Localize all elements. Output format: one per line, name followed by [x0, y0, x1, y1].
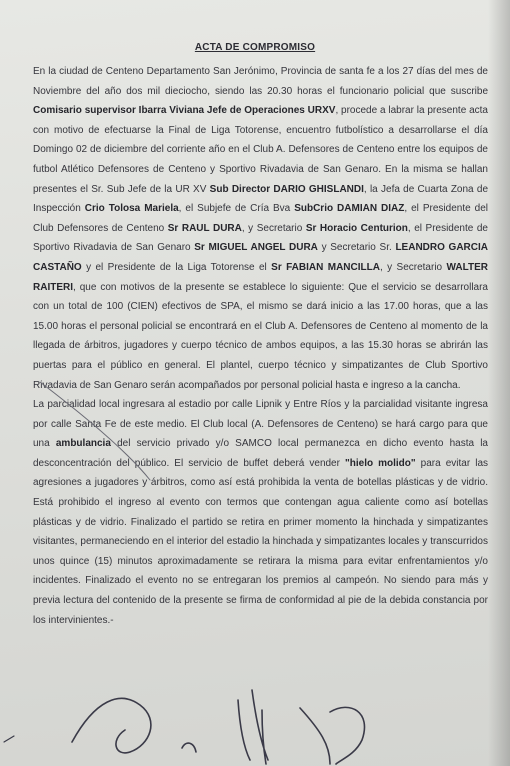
bold-run: Comisario supervisor Ibarra Viviana Jefe de Operaciones URXV [33, 105, 336, 117]
bold-run: Sr Horacio Centurion [305, 222, 408, 234]
signature-small-mark [182, 743, 196, 752]
text-run: , y Secretario [379, 261, 447, 273]
bold-run: Sub Director DARIO GHISLANDI [209, 183, 364, 195]
bold-run: Sr MIGUEL ANGEL DURA [194, 242, 318, 254]
bold-run: WALTER RAITERI [33, 261, 488, 293]
margin-tick [4, 736, 14, 742]
bold-run: Crio Tolosa Mariela [84, 203, 179, 215]
bold-run: SubCrio DAMIAN DIAZ [294, 203, 405, 215]
text-run: para evitar las agresiones a jugadores y árbitros, como así está prohibida la venta de botellas plásticas y de vidrio. Está prohibido el ingreso al evento con termos que contengan agua caliente como así botellas plásticas y de vidrio. Finalizado el partido se retira en primer momento la hinchada y simpatizantes visitantes, permaneciendo en el interior del estadio la hinchada y simpatizantes locales y transcurridos unos quince (15) minutos aproximadamente se retirara la misma para evitar enfrentamientos y/o incidentes. Finalizado el evento no se entregaran los premios al campeón. No siendo para más y previa lectura del contenido de la presente se firma de conformidad al pie de la debida constancia por los intervinientes.- [33, 457, 489, 626]
paragraph-2 [33, 395, 488, 630]
document-title: ACTA DE COMPROMISO [194, 42, 316, 53]
text-run: , el Presidente del Club Defensores de Centeno [33, 203, 488, 234]
signature-left [72, 698, 151, 752]
text-run: y el Presidente de la Liga Totorense el [81, 261, 272, 273]
text-run: La parcialidad local ingresara al estadio por calle Lipnik y Entre Ríos y la parcialidad visitante ingresa por calle Santa Fe de este medio. El Club local (A. Defensores de Centeno) se hará cargo para que una [33, 399, 488, 450]
paragraph-1 [33, 62, 488, 395]
text-run: , procede a labrar la presente acta con motivo de efectuarse la Final de Liga Totorense, encuentro futbolístico a desarrollarse el día Domingo 02 de diciembre del corriente año en el Club A. Defensores de Centeno entre los equipos de futbol Atlético Defensores de Centeno y Sportivo Rivadavia de San Genaro. En la misma se hallan presentes el Sr. Sub Jefe de la UR XV [33, 105, 488, 195]
signature-right [300, 707, 364, 764]
text-run: , el Presidente de Sportivo Rivadavia de San Genaro [33, 222, 488, 254]
signature-main [238, 690, 268, 764]
text-run: En la ciudad de Centeno Departamento San Jerónimo, Provincia de santa fe a los 27 días del mes de Noviembre del año dos mil dieciocho, siendo las 20.30 horas el funcionario policial que suscribe [33, 66, 488, 97]
bold-run: Sr RAUL DURA [167, 222, 242, 234]
bold-run: ambulancia [55, 438, 111, 450]
text-run: , la Jefa de Cuarta Zona de Inspección [33, 183, 489, 215]
bold-run: Sr FABIAN MANCILLA [271, 261, 380, 273]
text-run: , que con motivos de la presente se establece lo siguiente: Que el servicio se desarrollara con un total de 100 (CIEN) efectivos de SPA, el mismo se dará inicio a las 17.00 horas, que a las 15.00 horas el personal policial se encontrará en el Club A. Defensores de Centeno al momento de la llegada de árbitros, jugadores y cuerpo técnico de ambos equipos, a las 15.30 horas se abrirán las puertas para el público en general. El plantel, cuerpo técnico y simpatizantes de Club Sportivo Rivadavia de San Genaro serán acompañados por personal policial hasta e ingreso a la cancha. [33, 281, 488, 391]
text-run: y Secretario Sr. [317, 242, 396, 254]
document-body [33, 62, 488, 630]
text-run: , el Subjefe de Cría Bva [178, 203, 295, 215]
page-fold-shadow [488, 0, 510, 766]
text-run: del servicio privado y/o SAMCO local permanezca en dicho evento hasta la desconcentración del público. El servicio de buffet deberá vender [33, 438, 488, 469]
bold-run: "hielo molido" [345, 457, 416, 469]
bold-run: LEANDRO GARCIA CASTAÑO [33, 242, 489, 273]
text-run: , y Secretario [241, 222, 306, 234]
